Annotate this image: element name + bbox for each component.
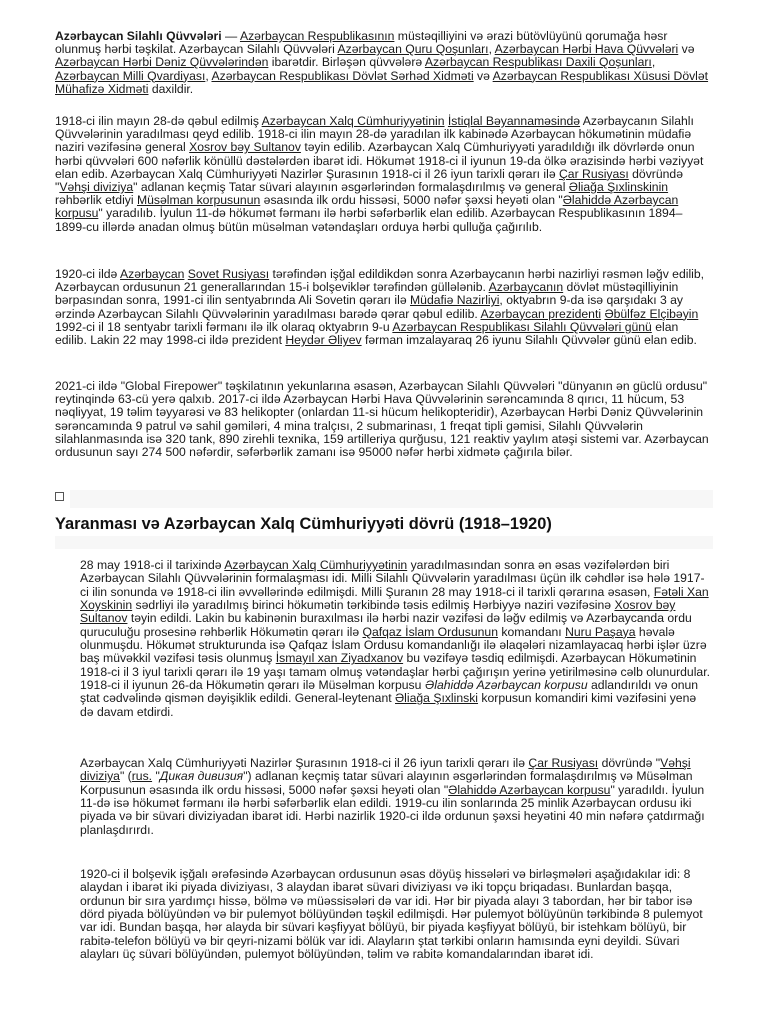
inline-link[interactable]: Azərbaycan Respublikasının xyxy=(239,29,395,43)
section-collapse-checkbox-icon[interactable] xyxy=(55,492,64,501)
inline-link[interactable]: Azərbaycan Xalq Cümhuriyyətinin xyxy=(224,558,408,572)
inline-link[interactable]: Xosrov bəy Sultanov xyxy=(189,140,301,155)
text-run: müstəqilliyini və ərazi bütövlüyünü qorumağa həsr olunmuş hərbi təşkilat. Azərbaycan Silahlı Qüvvələri xyxy=(55,29,668,57)
text-run: 1918-ci ilin mayın 28-də qəbul edilmiş xyxy=(55,114,262,128)
text-run: , oktyabrın 9-da isə qarşıdakı 3 ay ərzində Azərbaycan Silahlı Qüvvələrinin yaradılması barədə qərar qəbul edilib. xyxy=(55,293,684,321)
inline-link[interactable]: Müsəlman korpusunun xyxy=(136,193,261,208)
inline-link[interactable]: Çar Rusiyası xyxy=(528,756,599,770)
text-run: " ( xyxy=(119,769,132,784)
text-run: adlandırıldı və onun ştat cədvəlində qismən dəyişiklik edildi. General-leytenant xyxy=(80,678,699,706)
text-run: rəhbərlik etdiyi xyxy=(55,193,137,208)
text-run: 1992-ci il 18 sentyabr tarixli fərmanı ilə ilk olaraq oktyabrın 9-u xyxy=(55,319,393,334)
text-run: , xyxy=(205,68,212,83)
text-run: təyin edildi. Lakin bu kabinənin buraxılması ilə hərbi nazir vəzifəsi də ləğv edilmiş və Azərbaycanda ordu quruculuğu prosesinə rəhbərlik Hökumətin qərarı ilə xyxy=(80,611,692,639)
inline-link[interactable]: Azərbaycan prezidenti xyxy=(480,306,602,321)
inline-link[interactable]: Heydər Əliyev xyxy=(285,333,362,348)
inline-link[interactable]: Vəhşi diviziya xyxy=(59,180,134,195)
inline-link[interactable]: Azərbaycan xyxy=(120,267,185,281)
text-run: " xyxy=(152,769,160,784)
text-run: Azərbaycanın Silahlı Qüvvələrinin yaradılması qeyd edilib. 1918-ci ilin mayın 28-də yaradılan ilk kabinədə Azərbaycan hökumətinin müdafiə naziri vəzifəsinə general xyxy=(55,114,694,155)
italic-term: Дикая дивизия xyxy=(159,769,244,784)
text-run: tərəfindən işğal edildikdən sonra Azərbaycanın hərbi nazirliyi rəsmən ləğv edilib, Azərbaycan ordusunun 21 generallarından 15-i bolşeviklər tərəfindən güllələnib. xyxy=(55,267,705,295)
inline-link[interactable]: Azərbaycan Hərbi Hava Qüvvələri xyxy=(494,42,679,57)
text-run: , xyxy=(651,55,656,70)
text-run: ibarətdir. Birləşən qüvvələrə xyxy=(268,55,425,70)
text-run: 1920-ci il bolşevik işğalı ərəfəsində Azərbaycan ordusunun əsas döyüş hissələri və birləşmələri aşağıdakılar idi: 8 alaydan i ibarət iki piyada diviziyası, 3 alaydan ibarət süvari diviziyası və iki topçu briqadası. Bunlardan başqa, ordunun bir sıra yardımçı hissə, bölmə və müəssisələri də var idi. Hər bir piyada alayı 3 tabordan, hər bir tabor isə dörd piyada bölüyündən və bir pulemyot bölüyündən təşkil edilmişdi. Hər pulemyot bölüyünün tərkibində 8 pulemyot var idi. Bundan başqa, hər alayda bir süvari kəşfiyyat bölüyü, bir piyada kəşfiyyat bölüyü, bir istehkam bölüyü, bir rabitə-telefon bölüyü və bir qeyri-nizami bölük var idi. Alayların ştat tərkibi onların hamısında eyni deyildi. Süvari alayları üç süvari bölüyündən, pulemyot bölüyündən, təlim və rabitə komandalarından ibarət idi. xyxy=(80,867,703,962)
text-run: və xyxy=(678,42,695,57)
text-run: 1920-ci ildə xyxy=(55,267,121,281)
section-paragraph-2 xyxy=(80,757,710,837)
inline-link[interactable]: Azərbaycan Milli Qvardiyası xyxy=(55,68,206,83)
intro-paragraph-1 xyxy=(55,30,710,96)
text-run: " adlanan keçmiş Tatar süvari alayının əsgərlərindən formalaşdırılmış və general xyxy=(133,180,569,195)
inline-link[interactable]: Nuru Paşaya xyxy=(565,624,636,639)
intro-paragraph-3 xyxy=(55,268,710,347)
inline-link[interactable]: Xosrov bəy Sultanov xyxy=(80,598,676,626)
inline-link[interactable]: Sovet Rusiyası xyxy=(187,267,270,281)
inline-link[interactable]: Azərbaycan Quru Qoşunları xyxy=(337,42,489,57)
italic-term: Əlahiddə Azərbaycan korpusu xyxy=(424,678,588,693)
inline-link[interactable]: Azərbaycan Respublikası Silahlı Qüvvələri günü xyxy=(392,319,652,334)
intro-paragraph-2 xyxy=(55,115,710,234)
inline-link[interactable]: Çar Rusiyası xyxy=(559,166,629,181)
inline-link[interactable]: İstiqlal Bəyannaməsində xyxy=(447,114,581,128)
text-run: yaradılmasından sonra ən əsas vəzifələrdən biri Azərbaycan Silahlı Qüvvələrinin formalaşması idi. Milli Silahlı Qüvvələrin yaradılması üçün ilk cəhdlər isə hələ 1917-ci ilin sonunda və 1918-ci ilin əvvəllərində edilmişdi. Milli Şuranın 28 may 1918-ci il tarixli qərarına əsasən, xyxy=(80,558,705,599)
text-run: elan edilib. Lakin 22 may 1998-ci ildə prezident xyxy=(55,319,679,348)
inline-link[interactable]: Əlahiddə Azərbaycan korpusu xyxy=(55,193,679,221)
inline-link[interactable]: Vəhşi diviziya xyxy=(80,756,691,784)
text-run: dövlət müstəqilliyinin bərpasından sonra, 1991-ci ilin sentyabrında Ali Sovetin qərarı ilə xyxy=(55,280,679,308)
inline-link[interactable]: Əliağa Şıxlinskinin xyxy=(568,180,669,195)
intro-paragraph-4 xyxy=(55,380,710,459)
inline-link[interactable]: Qafqaz İslam Ordusunun xyxy=(362,624,498,639)
text-run: " yaradılıb. İyulun 11-də hökumət fərmanı ilə hərbi səfərbərlik elan edilib. Azərbaycan Respublikasının 1894–1899-cu illərdə anadan olmuş bütün müsəlman vətəndaşları orduya hərbi qulluğa çağırılıb. xyxy=(55,206,683,234)
inline-link[interactable]: Fətəli Xan Xoyskinin xyxy=(80,584,709,613)
text-run: sədrliyi ilə yaradılmış birinci hökumətin tərkibində təsis edilmiş Hərbiyyə naziri vəzifəsinə xyxy=(132,598,615,613)
text-run: dövründə " xyxy=(55,166,683,195)
text-run: dövründə " xyxy=(598,756,661,770)
bold-term: Azərbaycan Silahlı Qüvvələri xyxy=(55,29,222,43)
inline-link[interactable]: Əbülfəz Elçibəyin xyxy=(604,306,699,321)
text-run: , xyxy=(488,42,495,57)
inline-link[interactable]: Əliağa Şıxlinski xyxy=(395,691,479,706)
text-run: " yaradıldı. İyulun 11-də isə hökumət fərmanı ilə hərbi səfərbərlik elan edildi. 1919-cu ilin sonlarında 25 minlik Azərbaycan ordusu iki piyada və bir süvari diviziyadan ibarət idi. Hərbi nazirlik 1920-ci ildə ordunun şəxsi heyətini 40 min nəfərə çatdırmağı planlaşdırırdı. xyxy=(80,782,705,837)
text-run: fərman imzalayaraq 26 iyunu Silahlı Qüvvələr günü elan edib. xyxy=(361,333,697,348)
text-run: ") adlanan keçmiş tatar süvari alayının əsgərlərindən formalaşdırılmış və Müsəlman Korpusunun əsasında ilk ordu hissəsi, 5000 nəfər şəxsi heyəti olan " xyxy=(80,769,693,797)
text-run: təyin edilib. Azərbaycan Xalq Cümhuriyyəti yaradıldığı ilk dövrlərdə onun hərbi qüvvələri 600 nəfərlik könüllü dəstələrdən ibarət idi. Hökumət 1918-ci il iyunun 19-da ölkə ərazisində hərbi vəziyyət elan edib. Azərbaycan Xalq Cümhuriyyəti Nazirlər Şurasının 1918-ci il 26 iyun tarixli qərarı ilə xyxy=(55,140,704,181)
inline-link[interactable]: Azərbaycan Xalq Cümhuriyyətinin xyxy=(261,114,445,128)
section-paragraph-3 xyxy=(80,868,710,961)
inline-link[interactable]: Azərbaycan Hərbi Dəniz Qüvvələrindən xyxy=(55,55,269,70)
section-heading-underline-bar xyxy=(55,536,713,549)
inline-link[interactable]: Əlahiddə Azərbaycan korpusu xyxy=(448,782,611,797)
text-run: 2021-ci ildə "Global Firepower" təşkilatının yekunlarına əsasən, Azərbaycan Silahlı Qüvvələri "dünyanın ən güclü ordusu" reytinqində 63-cü yerə qalxıb. 2017-ci ildə Azərbaycan Hərbi Hava Qüvvələrinin sərəncamında 8 qırıcı, 11 hücum, 53 nəqliyyat, 19 təlim təyyarəsi və 83 helikopter (onlardan 11-si hücum helikopteridir), Azərbaycan Hərbi Dəniz Qüvvələrinin sərəncamında 9 patrul və sahil gəmiləri, 4 mina tralçısı, 2 submarinası, 1 freqat tipli gəmisi, Silahlı Qüvvələrin silahlanmasında isə 320 tank, 890 zirehli texnika, 159 artilleriya qurğusu, 121 reaktiv yaylım atəşi sistemi var. Azərbaycan ordusunun sayı 274 500 nəfərdir, səfərbərlik zamanı isə 95000 nəfər hərbi xidmətə çağırıla bilər. xyxy=(55,379,709,460)
inline-link[interactable]: rus. xyxy=(131,769,153,784)
text-run: həvalə olunmuşdu. Hökumət strukturunda isə Qafqaz İslam Ordusu komandanlığı ilə əlaqələri nizamlayacaq hərbi işlər üzrə baş müvəkkil vəzifəsi təsis olunmuş xyxy=(80,624,707,666)
text-run: — xyxy=(221,29,240,43)
section-toggle-bar xyxy=(70,490,713,508)
text-run: komandanı xyxy=(498,624,566,639)
inline-link[interactable]: Azərbaycan Respublikası Dövlət Sərhəd Xidməti xyxy=(211,68,474,83)
inline-link[interactable]: Müdafiə Nazirliyi xyxy=(410,293,500,308)
section-heading: Yaranması və Azərbaycan Xalq Cümhuriyyəti dövrü (1918–1920) xyxy=(55,515,552,533)
inline-link[interactable]: İsmayıl xan Ziyadxanov xyxy=(275,651,404,666)
text-run: 28 may 1918-ci il tarixində xyxy=(80,558,225,572)
text-run: bu vəzifəyə təsdiq edilmişdi. Azərbaycan Hökumətinin 1918-ci il 3 iyul tarixli qərarı ilə 19 yaşı tamam olmuş vətəndaşlar hərbi çağırışın yerinə yetirilməsinə cəlb olunurdular. 1918-ci il iyunun 26-da Hökumətin qərarı ilə Müsəlman korpusu xyxy=(80,651,710,693)
text-run: əsasında ilk ordu hissəsi, 5000 nəfər şəxsi heyəti olan " xyxy=(260,193,563,208)
text-run: korpusun komandiri kimi vəzifəsini yenə də davam etdirdi. xyxy=(80,691,697,719)
inline-link[interactable]: Azərbaycan Respublikası Daxili Qoşunları xyxy=(424,55,652,70)
inline-link[interactable]: Azərbaycanın xyxy=(488,280,564,295)
text-run: və xyxy=(473,68,493,83)
text-run: daxildir. xyxy=(148,81,194,96)
text-run: Azərbaycan Xalq Cümhuriyyəti Nazirlər Şurasının 1918-ci il 26 iyun tarixli qərarı ilə xyxy=(80,756,529,770)
inline-link[interactable]: Azərbaycan Respublikası Xüsusi Dövlət Mühafizə Xidməti xyxy=(55,68,709,96)
section-paragraph-1 xyxy=(80,559,710,719)
